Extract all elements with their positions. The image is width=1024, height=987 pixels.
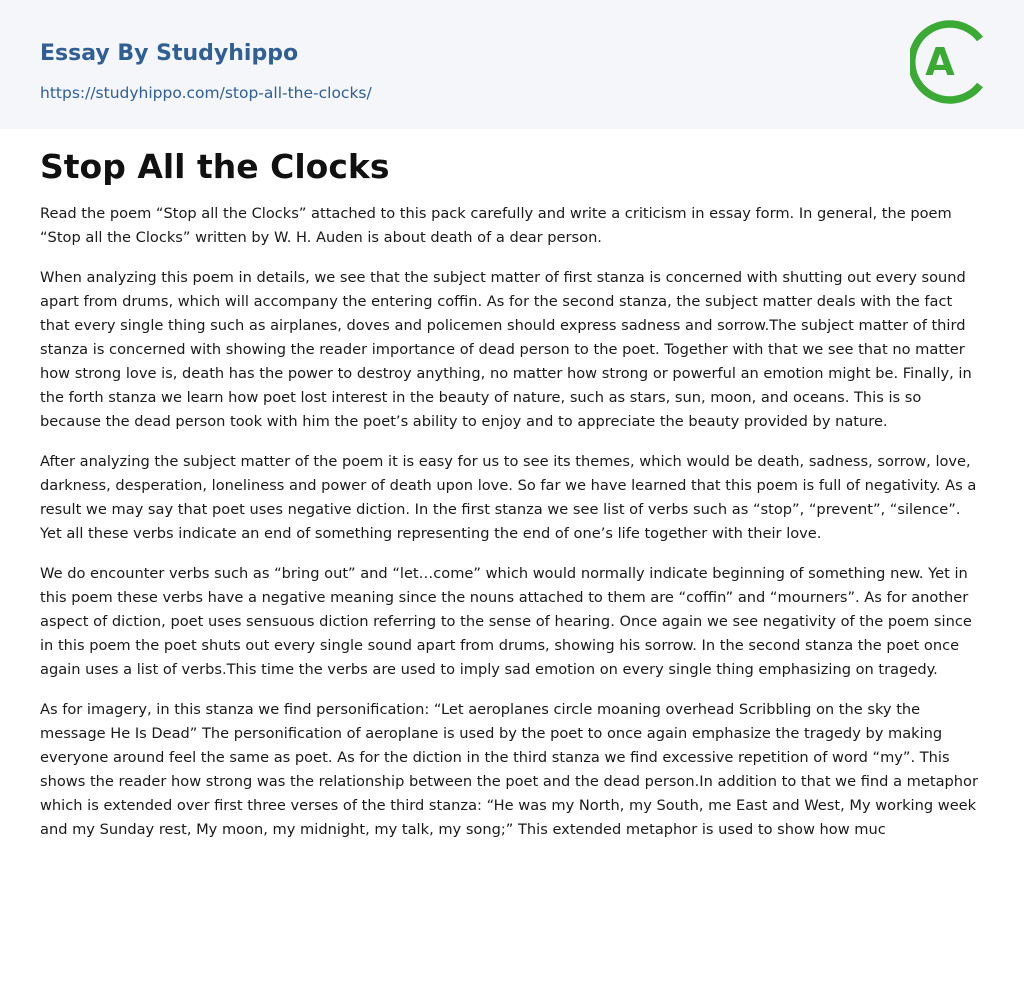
article [40,144,986,858]
logo-letter: A [925,40,955,84]
article-paragraph: Read the poem “Stop all the Clocks” attached to this pack carefully and write a criticism in essay form. In general, the poem “Stop all the Clocks” written by W. H. Auden is about death of a dear person. [40,205,952,246]
page-url-link[interactable]: https://studyhippo.com/stop-all-the-clocks/ [40,84,372,102]
brand-title[interactable]: Essay By Studyhippo [40,41,299,66]
article-paragraph: After analyzing the subject matter of the poem it is easy for us to see its themes, which would be death, sadness, sorrow, love, darkness, desperation, loneliness and power of death upon love. So far we have learned that this poem is full of negativity. As a result we may say that poet uses negative diction. In the first stanza we see list of verbs such as “stop”, “prevent”, “silence”. Yet all these verbs indicate an end of something representing the end of one’s life together with their love. [40,453,977,542]
article-paragraph: We do encounter verbs such as “bring out” and “let…come” which would normally indicate beginning of something new. Yet in this poem these verbs have a negative meaning since the nouns attached to them are “coffin” and “mourners”. As for another aspect of diction, poet uses sensuous diction referring to the sense of hearing. Once again we see negativity of the poem since in this poem the poet shuts out every single sound apart from drums, showing his sorrow. In the second stanza the poet once again uses a list of verbs.This time the verbs are used to imply sad emotion on every single thing emphasizing on tragedy. [40,565,972,678]
studyhippo-logo-icon[interactable] [910,18,988,106]
article-title: Stop All the Clocks [40,147,390,186]
site-header [0,0,1024,129]
article-paragraph: When analyzing this poem in details, we see that the subject matter of first stanza is concerned with shutting out every sound apart from drums, which will accompany the entering coffin. As for the second stanza, the subject matter deals with the fact that every single thing such as airplanes, doves and policemen should express sadness and sorrow.The subject matter of third stanza is concerned with showing the reader importance of dead person to the poet. Together with that we see that no matter how strong love is, death has the power to destroy anything, no matter how strong or powerful an emotion might be. Finally, in the forth stanza we learn how poet lost interest in the beauty of nature, such as stars, sun, moon, and oceans. This is so because the dead person took with him the poet’s ability to enjoy and to appreciate the beauty provided by nature. [40,269,972,430]
article-paragraph: As for imagery, in this stanza we find personification: “Let aeroplanes circle moaning overhead Scribbling on the sky the message He Is Dead” The personification of aeroplane is used by the poet to once again emphasize the tragedy by making everyone around feel the same as poet. As for the diction in the third stanza we find excessive repetition of word “my”. This shows the reader how strong was the relationship between the poet and the dead person.In addition to that we find a metaphor which is extended over first three verses of the third stanza: “He was my North, my South, me East and West, My working week and my Sunday rest, My moon, my midnight, my talk, my song;” This extended metaphor is used to show how muc [40,701,978,838]
